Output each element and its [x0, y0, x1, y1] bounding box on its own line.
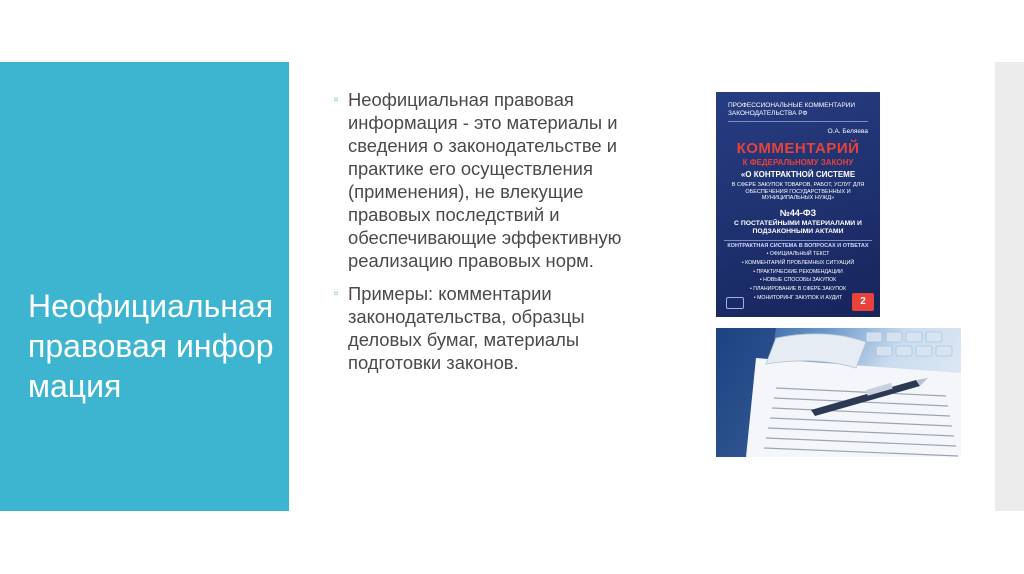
edition-badge: 2 — [852, 293, 874, 311]
bullet-text: Неофициальная правовая информация - это материалы и сведения о законодательстве и практике его осуществления (применения), не влекущие правовых последствий и обеспечивающие эффективную реализацию правовых норм. — [348, 89, 622, 271]
book-subtitle: «О КОНТРАКТНОЙ СИСТЕМЕ — [740, 170, 856, 179]
book-cover-image — [716, 92, 880, 317]
book-series: ПРОФЕССИОНАЛЬНЫЕ КОММЕНТАРИИ ЗАКОНОДАТЕЛЬСТВА РФ — [728, 102, 868, 122]
bullet-item — [334, 88, 624, 272]
keyboard-pen-photo — [716, 328, 961, 457]
book-feature: • ПЛАНИРОВАНИЕ В СФЕРЕ ЗАКУПОК — [750, 286, 846, 293]
book-feature: • ОФИЦИАЛЬНЫЙ ТЕКСТ — [766, 251, 830, 257]
book-with: С ПОСТАТЕЙНЫМИ МАТЕРИАЛАМИ И ПОДЗАКОННЫМИ АКТАМИ — [734, 220, 862, 235]
book-author: О.А. Беляева — [827, 128, 868, 135]
book-feature: • МОНИТОРИНГ ЗАКУПОК И АУДИТ — [753, 294, 843, 301]
book-subtitle-small: В СФЕРЕ ЗАКУПОК ТОВАРОВ, РАБОТ, УСЛУГ ДЛЯ ОБЕСПЕЧЕНИЯ ГОСУДАРСТВЕННЫХ И МУНИЦИПАЛЬНЫХ НУЖД» — [731, 182, 865, 201]
bullet-text: Примеры: комментарии законодательства, образцы деловых бумаг, материалы подготовки законов. — [348, 283, 585, 373]
keyboard-keys — [866, 332, 952, 356]
bullet-icon: ▫ — [334, 286, 339, 300]
bullet-list — [334, 88, 624, 384]
right-edge-strip — [995, 62, 1024, 511]
slide-title: Неофициальная правовая информация — [28, 288, 274, 404]
title-panel — [0, 62, 289, 511]
book-feature: • ПРАКТИЧЕСКИЕ РЕКОМЕНДАЦИИ — [753, 268, 843, 275]
keyboard-pen-illustration — [716, 328, 961, 457]
book-box-heading: КОНТРАКТНАЯ СИСТЕМА В ВОПРОСАХ И ОТВЕТАХ — [724, 240, 872, 249]
publisher-logo-icon — [726, 297, 744, 309]
book-feature: • КОММЕНТАРИЙ ПРОБЛЕМНЫХ СИТУАЦИЙ — [741, 259, 855, 266]
book-law-number: №44-ФЗ — [779, 208, 817, 218]
book-feature: • НОВЫЕ СПОСОБЫ ЗАКУПОК — [759, 277, 837, 284]
bullet-icon: ▫ — [334, 92, 339, 106]
bullet-item — [334, 282, 624, 374]
book-title: КОММЕНТАРИЙ — [736, 140, 860, 157]
book-feature-list — [726, 250, 870, 303]
book-law: К ФЕДЕРАЛЬНОМУ ЗАКОНУ — [742, 158, 854, 167]
